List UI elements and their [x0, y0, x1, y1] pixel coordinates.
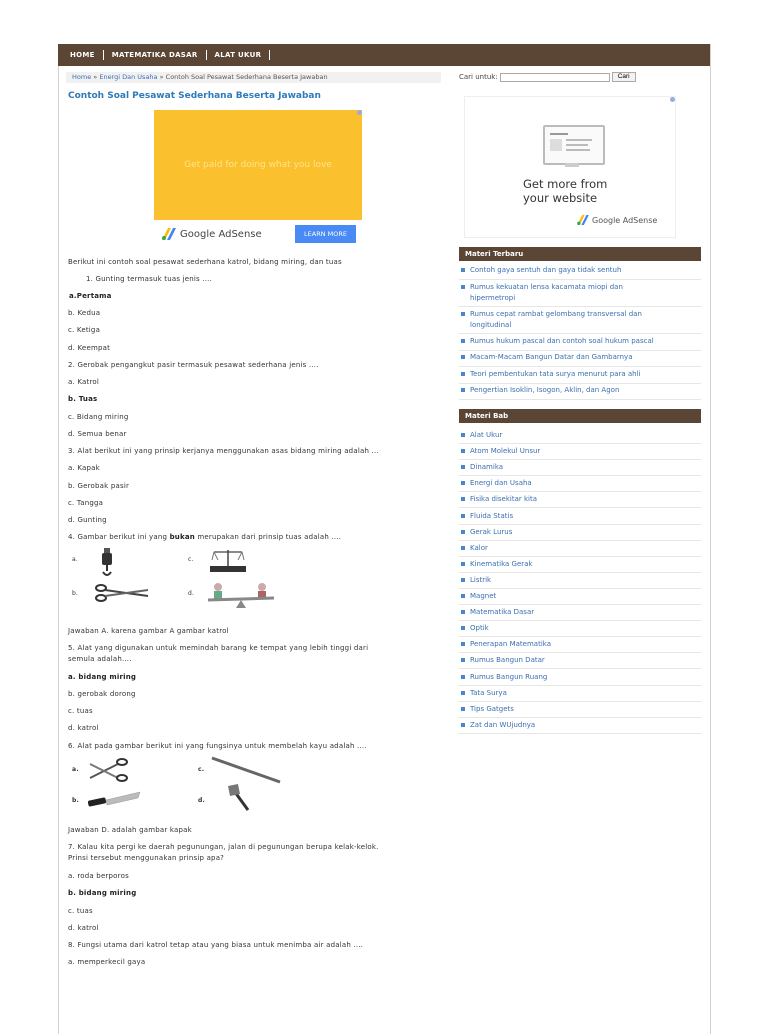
question-4 — [68, 533, 341, 541]
answer-option: a. memperkecil gaya — [68, 958, 146, 966]
recent-post-text[interactable]: Rumus kekuatan lensa kacamata miopi dan — [470, 283, 623, 291]
chapter-link-text[interactable]: Listrik — [470, 575, 492, 584]
post-title[interactable]: Contoh Soal Pesawat Sederhana Beserta Jawaban — [68, 91, 321, 101]
question-1: 1. Gunting termasuk tuas jenis .... — [86, 275, 213, 283]
chapter-link-text[interactable]: Gerak Lurus — [470, 527, 513, 536]
divider — [459, 507, 701, 508]
bullet-icon — [461, 562, 465, 566]
pulley-image — [94, 548, 120, 578]
recent-post-text[interactable]: Rumus cepat rambat gelombang transversal dan — [470, 310, 642, 318]
chapter-link-text[interactable]: Kalor — [470, 543, 488, 552]
chapter-link-text[interactable]: Kinematika Gerak — [470, 559, 533, 568]
divider — [459, 350, 701, 351]
recent-post-text[interactable]: Contoh gaya sentuh dan gaya tidak sentuh — [470, 266, 622, 274]
answer-option: a.Pertama — [69, 292, 112, 300]
ad-footer — [154, 220, 362, 248]
bullet-icon — [461, 497, 465, 501]
chapters-title: Materi Bab — [459, 409, 701, 423]
recent-post-text[interactable]: Macam-Macam Bangun Datar dan Gambarnya — [470, 353, 633, 361]
bullet-icon — [461, 268, 465, 272]
seesaw-image — [206, 582, 276, 608]
answer-option: b. Tuas — [68, 395, 98, 403]
answer-option: d. Gunting — [68, 516, 107, 524]
chapter-link-text[interactable]: Alat Ukur — [470, 431, 503, 439]
bullet-icon — [461, 514, 465, 518]
figure-label: a. — [72, 766, 79, 773]
question-4-figures — [66, 548, 441, 612]
bullet-icon — [461, 339, 465, 343]
bullet-icon — [461, 285, 465, 289]
bullet-icon — [461, 610, 465, 614]
breadcrumb-separator: » — [93, 73, 98, 81]
question-7-line-1: 7. Kalau kita pergi ke daerah pegunungan, jalan di pegunungan berupa kelak-kelok. — [68, 843, 379, 851]
recent-post-text[interactable]: Teori pembentukan tata surya menurut para ahli — [470, 370, 641, 378]
bullet-icon — [461, 388, 465, 392]
bullet-icon — [461, 449, 465, 453]
intro-text: Berikut ini contoh soal pesawat sederhana katrol, bidang miring, dan tuas — [68, 258, 342, 266]
breadcrumb-home[interactable]: Home — [72, 73, 92, 81]
chapter-link-text[interactable]: Atom Molekul Unsur — [470, 447, 541, 456]
figure-label: d. — [188, 590, 195, 597]
monitor-stand — [565, 163, 579, 167]
chapter-link-text[interactable]: Magnet — [470, 592, 497, 600]
ad-headline — [523, 177, 607, 205]
divider — [459, 399, 701, 400]
axe-image — [226, 784, 252, 812]
bullet-icon — [461, 691, 465, 695]
answer-option: a. roda berporos — [68, 872, 129, 880]
adsense-logo-icon — [577, 215, 589, 225]
answer-option: a. Kapak — [68, 464, 100, 472]
divider — [459, 279, 701, 280]
divider — [459, 540, 701, 541]
chapter-link-text[interactable]: Tips Gatgets — [470, 704, 514, 713]
bullet-icon — [461, 546, 465, 550]
answer-option: d. Keempat — [68, 344, 111, 352]
adsense-sidebar-ad[interactable] — [464, 96, 676, 238]
breadcrumb-separator: » — [159, 73, 164, 81]
figure-label: b. — [72, 590, 79, 597]
figure-label: d. — [198, 797, 205, 804]
search-label: Cari untuk: — [459, 73, 498, 81]
chapter-link-text[interactable]: Energi dan Usaha — [470, 479, 532, 488]
bullet-icon — [461, 530, 465, 534]
divider — [459, 366, 701, 367]
divider — [459, 443, 701, 444]
ad-headline-line: Get more from — [523, 177, 608, 191]
ad-info-icon[interactable] — [670, 97, 675, 102]
divider — [459, 383, 701, 384]
chapter-link-text[interactable]: Optik — [470, 624, 489, 633]
recent-post-text[interactable]: hipermetropi — [470, 294, 516, 302]
question-3: 3. Alat berikut ini yang prinsip kerjanya menggunakan asas bidang miring adalah ... — [68, 447, 379, 455]
bullet-icon — [461, 594, 465, 598]
divider — [459, 588, 701, 589]
question-4-post: merupakan dari prinsip tuas adalah .... — [194, 533, 342, 541]
figure-label: c. — [198, 766, 205, 773]
divider — [459, 475, 701, 476]
ad-headline-line: your website — [523, 191, 598, 205]
answer-option: a. Katrol — [68, 378, 99, 386]
nav-alat-ukur[interactable]: ALAT UKUR — [207, 50, 271, 60]
answer-option: c. Tangga — [68, 499, 104, 507]
crowbar-image — [210, 756, 282, 784]
bullet-icon — [461, 372, 465, 376]
divider — [459, 733, 701, 734]
bullet-icon — [461, 707, 465, 711]
answer-option: b. bidang miring — [68, 889, 137, 897]
breadcrumb-current: Contoh Soal Pesawat Sederhana Beserta Jawaban — [165, 73, 328, 81]
figure-label: c. — [188, 556, 194, 563]
chapter-link-text[interactable]: Tata Surya — [470, 688, 507, 697]
chapter-link-text[interactable]: Rumus Bangun Ruang — [470, 672, 548, 681]
answer-option: c. tuas — [68, 707, 93, 715]
divider — [459, 524, 701, 525]
recent-post-text[interactable]: longitudinal — [470, 321, 512, 329]
bullet-icon — [461, 675, 465, 679]
question-4-pre: 4. Gambar berikut ini yang — [68, 533, 170, 541]
learn-more-button[interactable]: LEARN MORE — [295, 225, 356, 243]
question-6-figures — [66, 756, 441, 816]
question-4-bold: bukan — [169, 533, 195, 541]
answer-option: d. Semua benar — [68, 430, 127, 438]
answer-option: b. gerobak dorong — [68, 690, 136, 698]
ad-info-icon[interactable] — [357, 110, 362, 115]
divider — [459, 652, 701, 653]
question-7-line-2: Prinsi tersebut menggunakan prinsip apa? — [68, 854, 225, 862]
question-5-line-1: 5. Alat yang digunakan untuk memindah barang ke tempat yang lebih tinggi dari — [68, 644, 369, 652]
question-6-answer: Jawaban D. adalah gambar kapak — [68, 826, 192, 834]
chapter-link-text[interactable]: Fisika disekitar kita — [470, 495, 538, 504]
divider — [459, 491, 701, 492]
search-input[interactable] — [500, 73, 610, 82]
divider — [459, 333, 701, 334]
chapter-link-text[interactable]: Rumus Bangun Datar — [470, 656, 545, 665]
divider — [459, 459, 701, 460]
monitor-illustration — [543, 125, 605, 165]
question-2: 2. Gerobak pengangkut pasir termasuk pesawat sederhana jenis .... — [68, 361, 319, 369]
bullet-icon — [461, 642, 465, 646]
chapter-link-text[interactable]: Dinamika — [470, 463, 504, 472]
ad-tagline: Get paid for doing what you love — [184, 160, 332, 170]
bullet-icon — [461, 578, 465, 582]
recent-post-text[interactable]: Rumus hukum pascal dan contoh soal hukum pascal — [470, 337, 654, 345]
bullet-icon — [461, 465, 465, 469]
chapter-link-text[interactable]: Matematika Dasar — [470, 608, 535, 617]
adsense-logo-icon — [162, 228, 176, 240]
divider — [459, 636, 701, 637]
divider — [459, 306, 701, 307]
answer-option: c. Bidang miring — [68, 413, 129, 421]
answer-option: d. katrol — [68, 724, 99, 732]
recent-posts-title: Materi Terbaru — [459, 247, 701, 261]
chapter-link-text[interactable]: Penerapan Matematika — [470, 640, 551, 649]
bullet-icon — [461, 481, 465, 485]
bullet-icon — [461, 723, 465, 727]
question-6: 6. Alat pada gambar berikut ini yang fungsinya untuk membelah kayu adalah .... — [68, 742, 367, 750]
recent-post-text[interactable]: Pengertian Isoklin, Isogon, Aklin, dan Agon — [470, 386, 620, 394]
adsense-brand-text: Google AdSense — [180, 228, 262, 240]
chapter-link-text[interactable]: Zat dan WUjudnya — [470, 720, 536, 729]
nav-home[interactable]: HOME — [62, 50, 104, 60]
chapter-link-text[interactable]: Fluida Statis — [470, 511, 514, 520]
divider — [459, 556, 701, 557]
bullet-icon — [461, 626, 465, 630]
main-content — [66, 72, 441, 966]
scissors-image — [94, 584, 150, 602]
knife-image — [86, 790, 142, 808]
answer-option: d. katrol — [68, 924, 99, 932]
top-navigation-bar — [58, 44, 710, 66]
divider — [459, 604, 701, 605]
answer-option: b. Kedua — [68, 309, 101, 317]
breadcrumb-category[interactable]: Energi Dan Usaha — [99, 73, 158, 81]
answer-option: c. tuas — [68, 907, 93, 915]
nav-matematika-dasar[interactable]: MATEMATIKA DASAR — [104, 50, 207, 60]
divider — [459, 620, 701, 621]
divider — [459, 717, 701, 718]
search-form — [459, 72, 636, 82]
question-4-answer: Jawaban A. karena gambar A gambar katrol — [68, 627, 229, 635]
nav-menu — [58, 44, 710, 66]
adsense-banner[interactable] — [154, 110, 362, 248]
answer-option: a. bidang miring — [68, 673, 137, 681]
divider — [459, 572, 701, 573]
figure-label: a. — [72, 556, 78, 563]
answer-option: b. Gerobak pasir — [68, 482, 130, 490]
adsense-brand — [162, 228, 262, 240]
divider — [459, 668, 701, 669]
divider — [459, 701, 701, 702]
bullet-icon — [461, 312, 465, 316]
breadcrumb — [66, 72, 441, 83]
divider — [459, 685, 701, 686]
bullet-icon — [461, 658, 465, 662]
bullet-icon — [461, 433, 465, 437]
adsense-brand — [577, 215, 657, 225]
figure-label: b. — [72, 797, 79, 804]
answer-option: c. Ketiga — [68, 326, 101, 334]
balance-scale-image — [208, 548, 248, 574]
question-8: 8. Fungsi utama dari katrol tetap atau yang biasa untuk menimba air adalah .... — [68, 941, 364, 949]
scissors-image — [88, 758, 130, 782]
question-5-line-2: semula adalah.... — [68, 655, 132, 663]
bullet-icon — [461, 355, 465, 359]
search-button[interactable]: Cari — [612, 72, 636, 82]
adsense-brand-text: Google AdSense — [592, 215, 658, 225]
